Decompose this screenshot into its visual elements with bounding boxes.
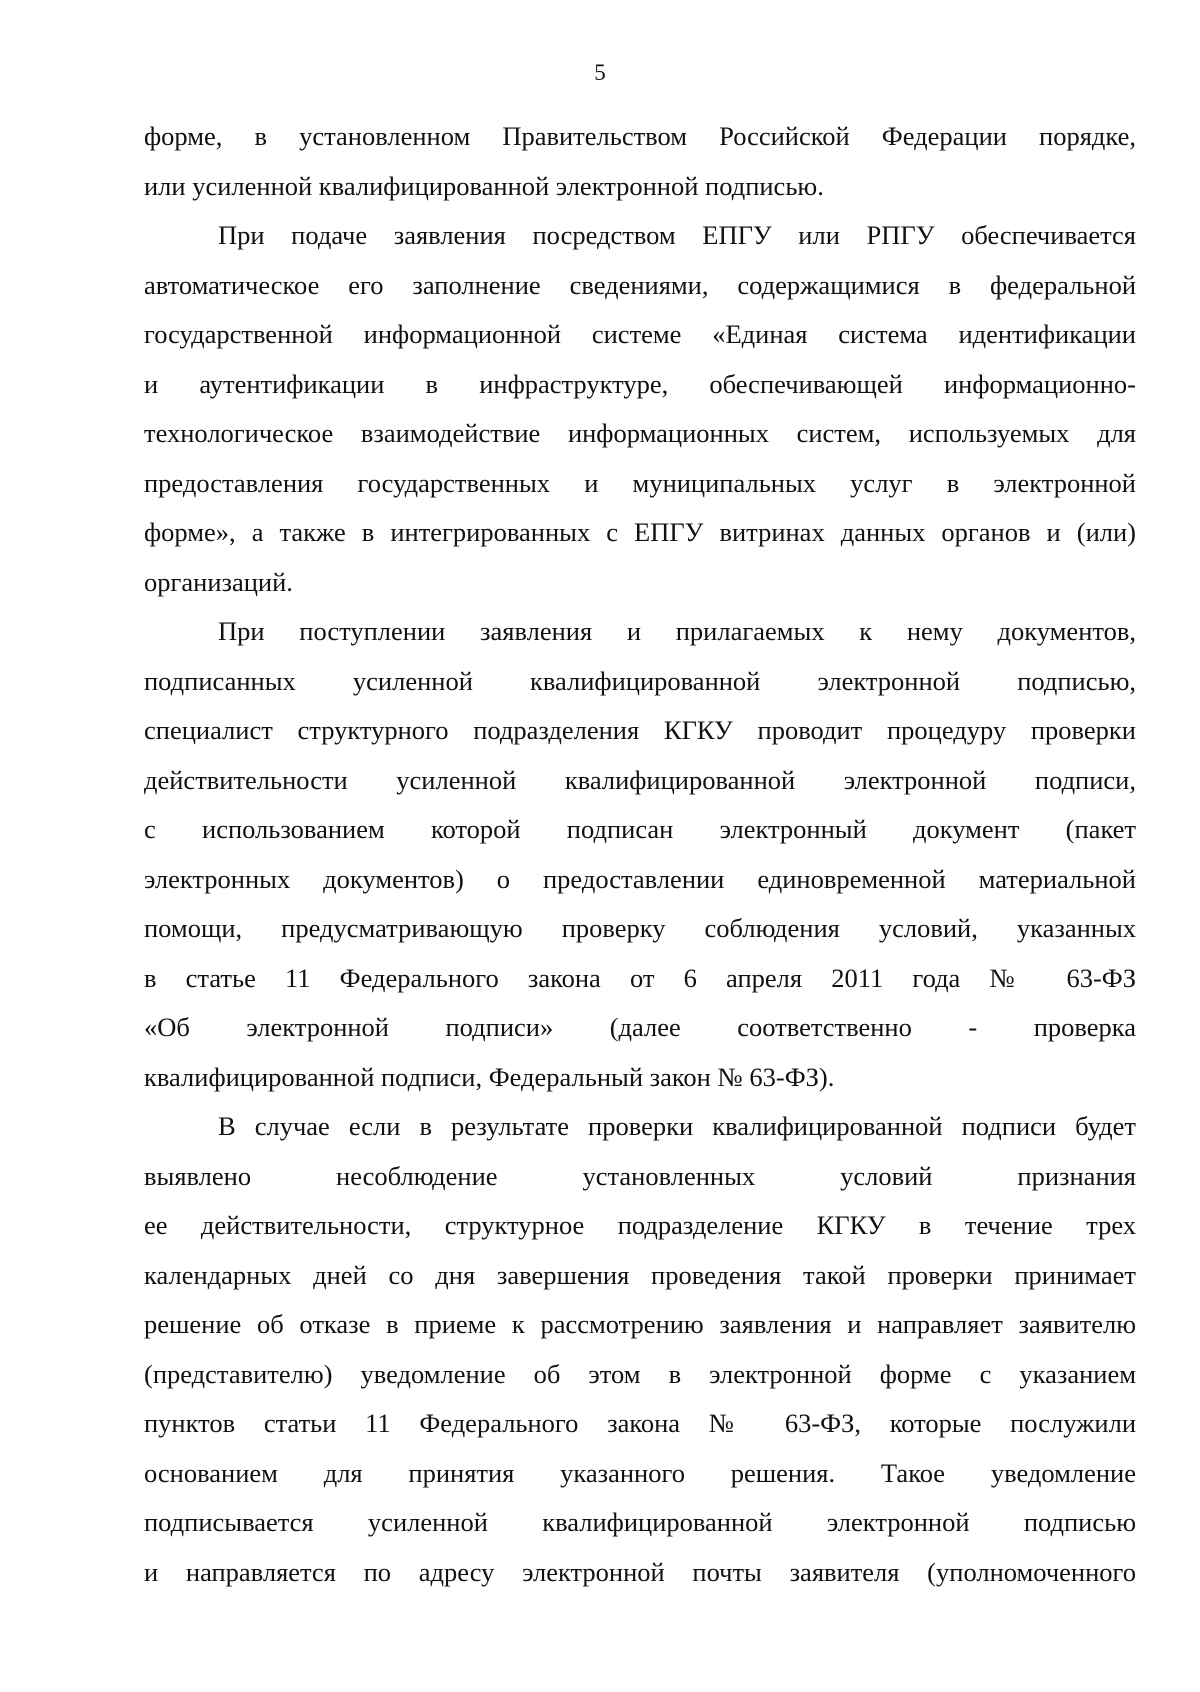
- text-line: действительности усиленной квалифицированной электронной подписи,: [144, 764, 1136, 795]
- text-line: с использованием которой подписан электронный документ (пакет: [144, 814, 1136, 844]
- text-line: ее действительности, структурное подразделение КГКУ в течение трех: [144, 1210, 1136, 1240]
- document-body: [144, 112, 1136, 1597]
- text-line: и аутентификации в инфраструктуре, обеспечивающей информационно-: [144, 368, 1136, 399]
- text-line: основанием для принятия указанного решения. Такое уведомление: [144, 1457, 1136, 1488]
- text-line: пунктов статьи 11 Федерального закона № 63-ФЗ, которые послужили: [144, 1408, 1136, 1438]
- text-line: «Об электронной подписи» (далее соответственно - проверка: [144, 1012, 1136, 1042]
- text-line: организаций.: [144, 566, 293, 597]
- text-line: технологическое взаимодействие информационных систем, используемых для: [144, 418, 1136, 448]
- text-line: календарных дней со дня завершения проведения такой проверки принимает: [144, 1259, 1136, 1290]
- paragraph-first-line: В случае если в результате проверки квалифицированной подписи будет: [218, 1111, 1136, 1141]
- text-line: (представителю) уведомление об этом в электронной форме с указанием: [144, 1358, 1136, 1389]
- text-line: квалифицированной подписи, Федеральный закон № 63-ФЗ).: [144, 1061, 835, 1092]
- page-number: 5: [594, 60, 606, 85]
- text-line: специалист структурного подразделения КГКУ проводит процедуру проверки: [144, 715, 1136, 745]
- text-line: подписанных усиленной квалифицированной электронной подписью,: [144, 665, 1136, 696]
- text-line: подписывается усиленной квалифицированной электронной подписью: [144, 1507, 1136, 1537]
- text-line: форме, в установленном Правительством Российской Федерации порядке,: [144, 121, 1136, 151]
- paragraph-first-line: При поступлении заявления и прилагаемых к нему документов,: [218, 616, 1136, 646]
- text-line: или усиленной квалифицированной электронной подписью.: [144, 170, 824, 201]
- text-line: и направляется по адресу электронной почты заявителя (уполномоченного: [144, 1556, 1136, 1587]
- text-line: форме», а также в интегрированных с ЕПГУ витринах данных органов и (или): [144, 517, 1136, 547]
- text-line: электронных документов) о предоставлении единовременной материальной: [144, 863, 1136, 894]
- text-line: выявлено несоблюдение установленных условий признания: [144, 1160, 1136, 1191]
- text-line: решение об отказе в приеме к рассмотрению заявления и направляет заявителю: [144, 1309, 1136, 1339]
- text-line: помощи, предусматривающую проверку соблюдения условий, указанных: [144, 913, 1136, 943]
- text-line: предоставления государственных и муниципальных услуг в электронной: [144, 467, 1136, 498]
- paragraph-first-line: При подаче заявления посредством ЕПГУ или РПГУ обеспечивается: [218, 220, 1136, 250]
- text-line: государственной информационной системе «Единая система идентификации: [144, 319, 1136, 349]
- text-line: автоматическое его заполнение сведениями, содержащимися в федеральной: [144, 269, 1136, 300]
- text-line: в статье 11 Федерального закона от 6 апреля 2011 года № 63-ФЗ: [144, 962, 1136, 993]
